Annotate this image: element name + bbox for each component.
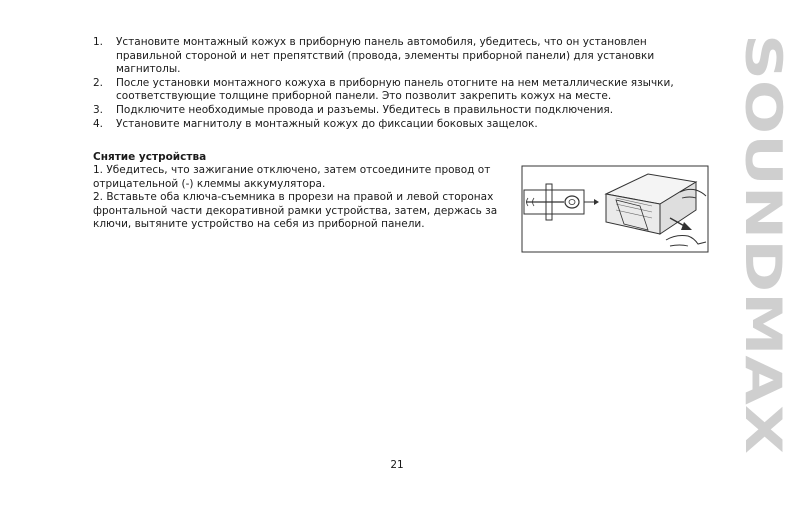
removal-section-title: Снятие устройства [93,151,207,163]
step-number: 1. [93,36,104,48]
removal-step-paragraph: 2. Вставьте оба ключа-съемника в прорези на правой и левой сторонах фронтальной части декоративной рамки устройства, затем, держась за ключи, вытяните устройство на себя из приборной панели. [93,191,498,231]
brand-logo-icon [706,34,792,454]
step-text: После установки монтажного кожуха в приборную панель отогните на нем металлические язычки, соответствующие толщине приборной панели. Это позволит закрепить кожух на месте. [116,76,674,103]
step-text: Установите монтажный кожух в приборную панель автомобиля, убедитесь, что он установлен правильной стороной и нет препятствий (провода, элементы приборной панели) для установки магнитолы. [116,36,655,76]
step-number: 4. [93,117,104,130]
removal-step-paragraph: 1. Убедитесь, что зажигание отключено, затем отсоедините провод от отрицательной (-) клеммы аккумулятора. [93,164,491,190]
installation-step [93,77,693,104]
step-text: Подключите необходимые провода и разъемы. Убедитесь в правильности подключения. [116,103,614,116]
installation-steps-list [93,36,693,131]
installation-step [93,118,693,132]
removal-diagram-icon [520,164,710,254]
removal-instructions [93,164,508,232]
installation-step [93,104,693,118]
removal-illustration [520,164,710,254]
soundmax-vertical-logo [706,34,792,454]
step-number: 2. [93,76,104,89]
step-text: Установите магнитолу в монтажный кожух до фиксации боковых защелок. [116,117,538,130]
page-number: 21 [390,459,404,471]
brand-logo-text: SOUNDMAX [734,34,792,364]
installation-step [93,36,693,77]
step-number: 3. [93,103,104,116]
